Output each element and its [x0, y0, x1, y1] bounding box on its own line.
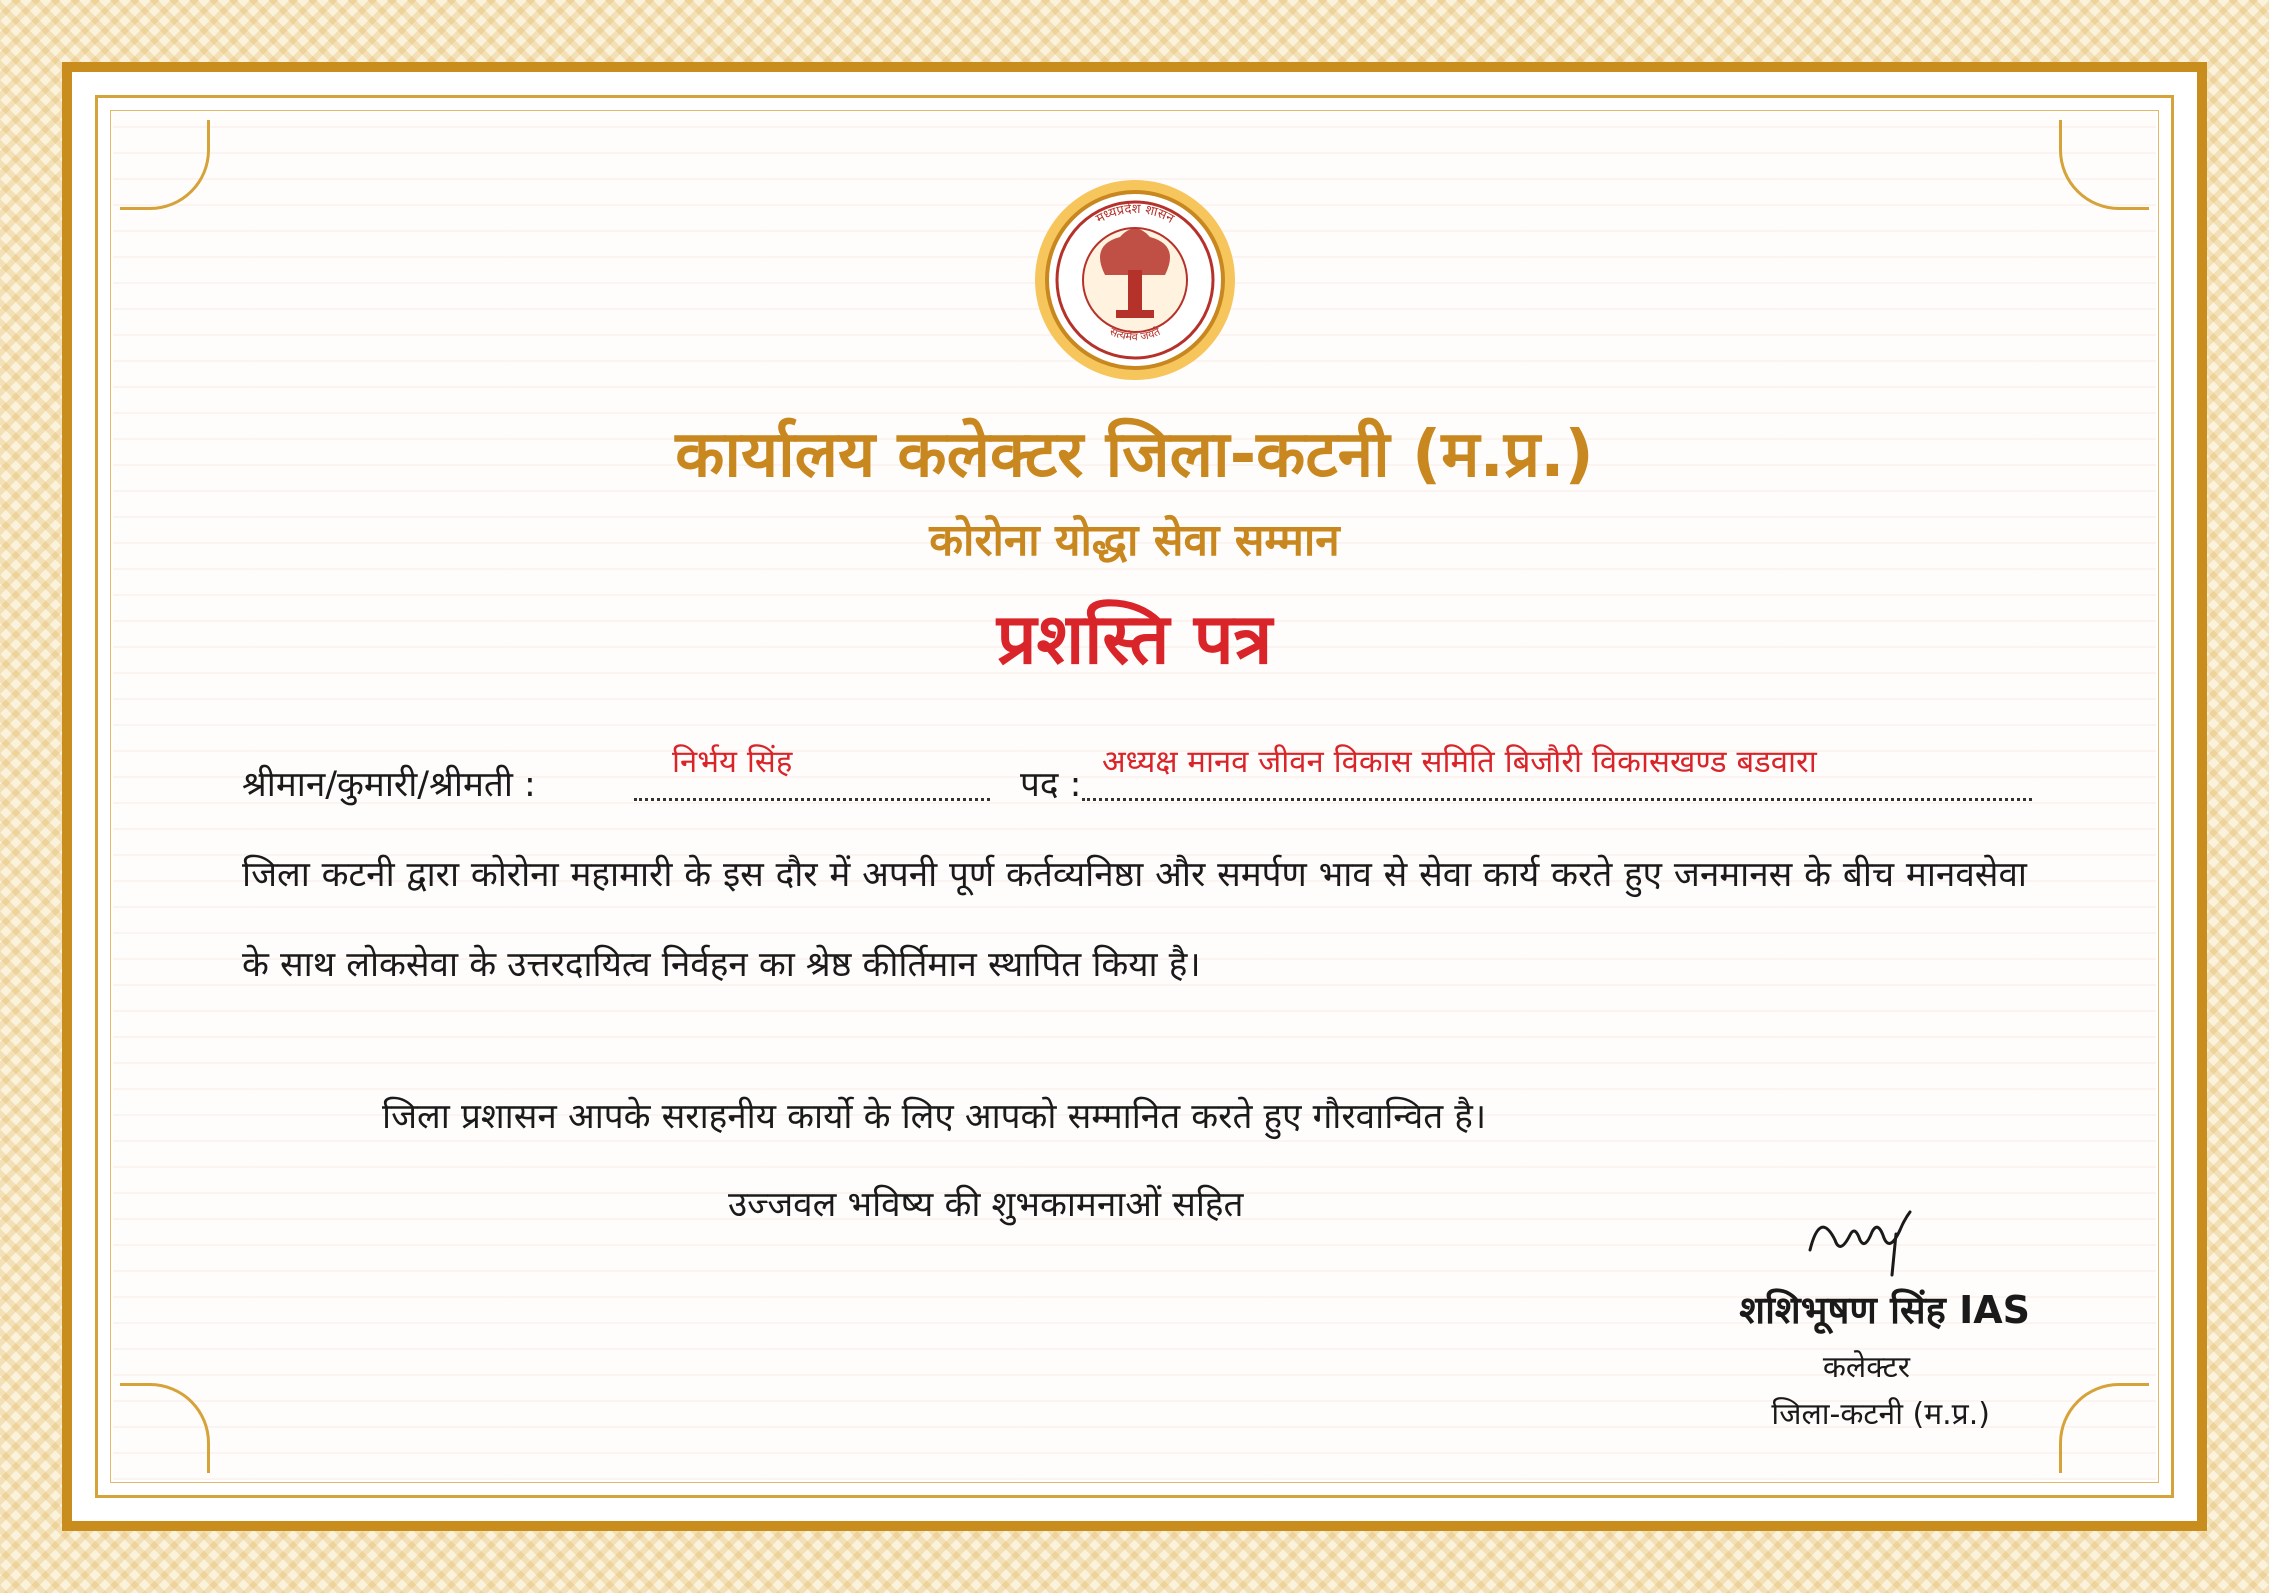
mp-government-emblem-icon [1030, 175, 1240, 385]
handwritten-signature [1800, 1200, 1930, 1280]
post-label: पद : [1020, 765, 1082, 805]
signatory-name: शशिभूषण सिंह IAS [1739, 1288, 2030, 1332]
certificate-heading: प्रशस्ति पत्र [996, 598, 1273, 680]
recipient-post: अध्यक्ष मानव जीवन विकास समिति बिजौरी विकासखण्ड बडवारा [1102, 744, 1817, 780]
salutation-label: श्रीमान/कुमारी/श्रीमती : [242, 765, 536, 805]
emblem-top-text: मध्यप्रदेश शासन [1093, 201, 1177, 227]
recipient-line [242, 744, 2032, 808]
recipient-name: निर्भय सिंह [672, 744, 793, 780]
emblem-bottom-text: सत्यमेव जयते [1107, 325, 1163, 344]
award-subtitle: कोरोना योद्धा सेवा सम्मान [929, 515, 1340, 566]
signatory-designation: कलेक्टर [1822, 1350, 1910, 1385]
best-wishes-text: उज्जवल भविष्य की शुभकामनाओं सहित [728, 1185, 1244, 1225]
appreciation-paragraph: जिला प्रशासन आपके सराहनीय कार्यो के लिए आपको सम्मानित करते हुए गौरवान्वित है। [382, 1097, 1487, 1137]
citation-paragraph: जिला कटनी द्वारा कोरोना महामारी के इस दौर में अपनी पूर्ण कर्तव्यनिष्ठा और समर्पण भाव से सेवा कार्य करते हुए जनमानस के बीच मानवसेवा के साथ लोकसेवा के उत्तरदायित्व निर्वहन का श्रेष्ठ कीर्तिमान स्थापित किया है। [242, 855, 2027, 985]
name-dotted-line [634, 798, 990, 801]
post-dotted-line [1082, 798, 2032, 801]
office-title: कार्यालय कलेक्टर जिला-कटनी (म.प्र.) [675, 418, 1594, 492]
signatory-office: जिला-कटनी (म.प्र.) [1771, 1397, 1990, 1432]
